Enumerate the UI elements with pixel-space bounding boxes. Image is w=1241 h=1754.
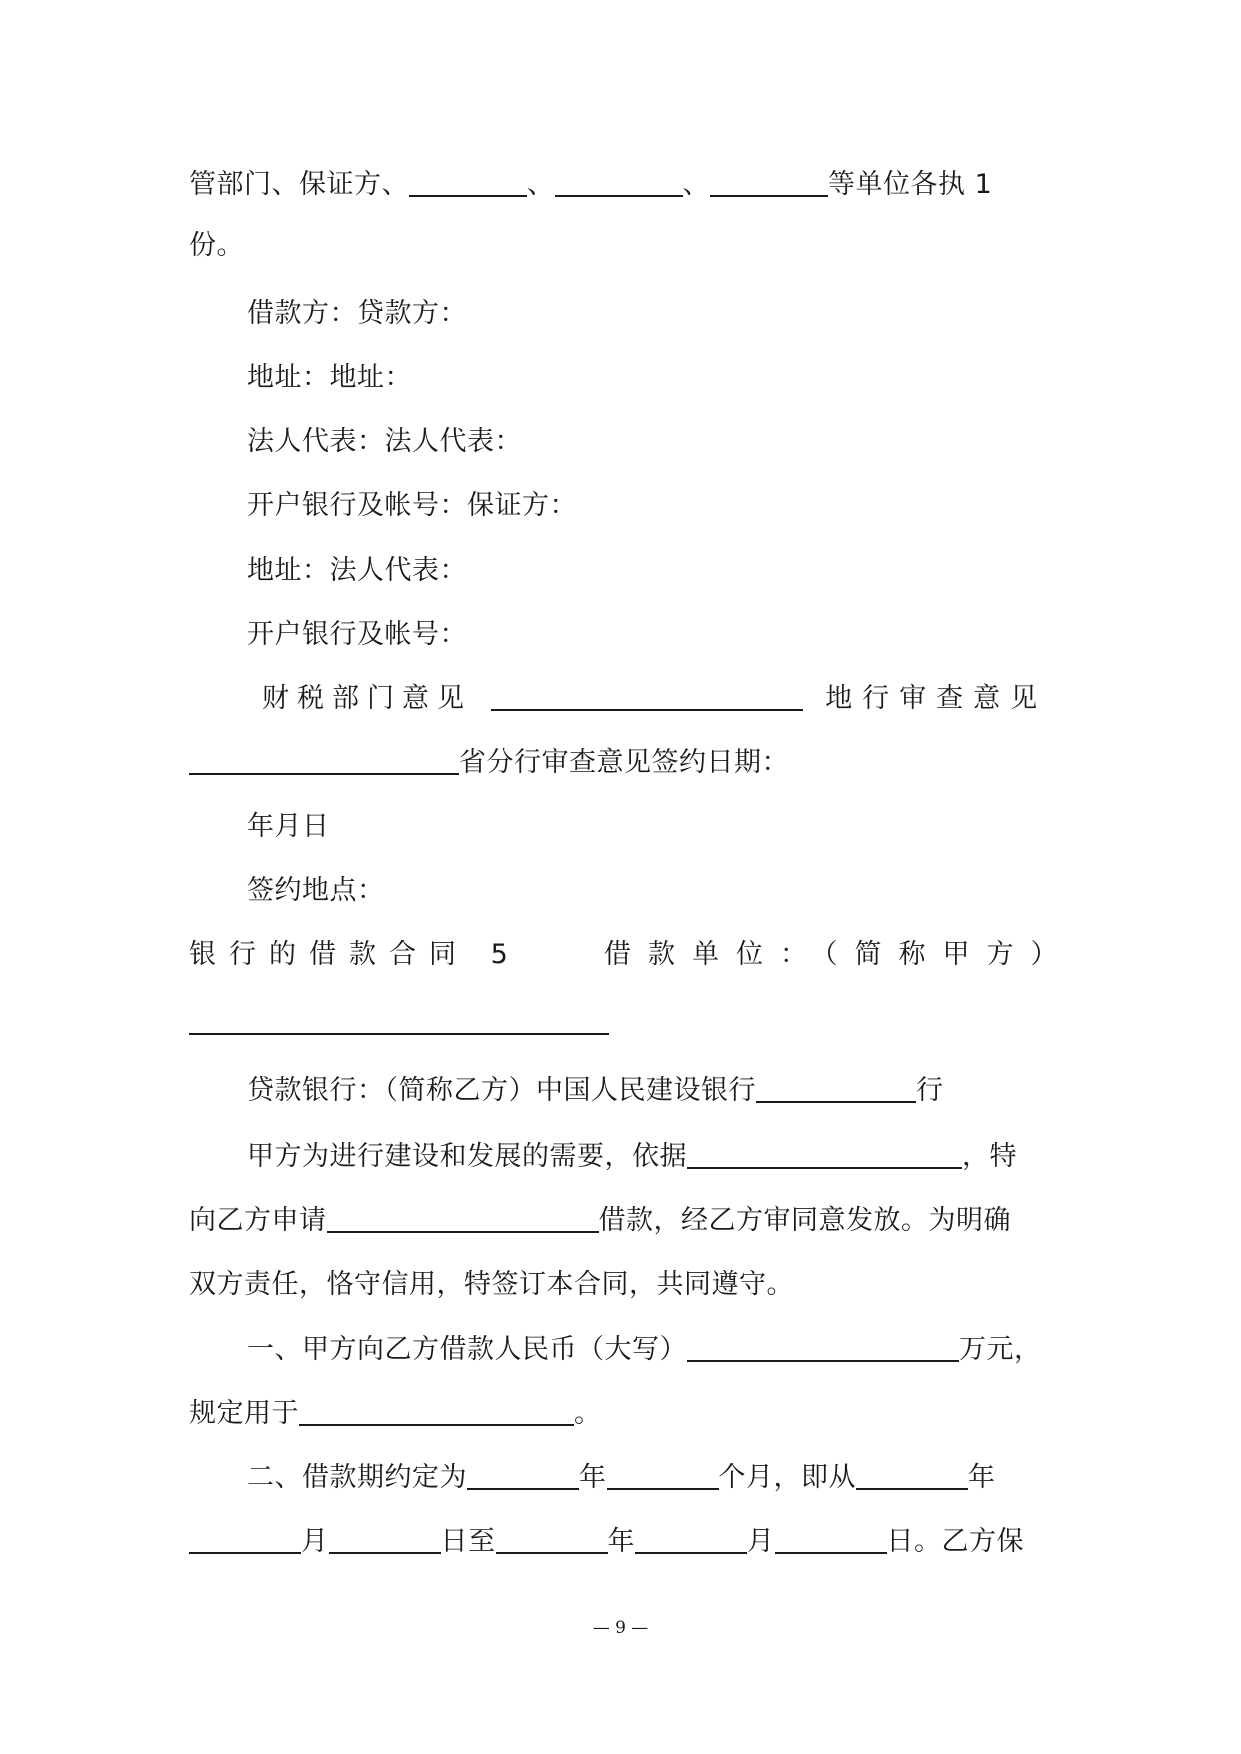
text-segment: 。 xyxy=(574,1398,602,1429)
text-line: 年月日 xyxy=(247,811,330,842)
text-segment: 年 xyxy=(607,1526,635,1557)
blank-field xyxy=(775,1522,887,1554)
text-line: 双方责任，恪守信用，特签订本合同，共同遵守。 xyxy=(189,1269,794,1300)
text-line xyxy=(247,1071,944,1111)
text-segment: 甲方为进行建设和发展的需要，依据 xyxy=(247,1141,687,1172)
blank-field xyxy=(467,1458,579,1490)
contract-title: 银行的借款合同 5 xyxy=(189,939,521,970)
text-line xyxy=(189,935,521,975)
text-segment: 日。乙方保 xyxy=(886,1526,1024,1557)
text-line xyxy=(247,1458,996,1498)
text-segment: 省分行审查意见签约日期： xyxy=(459,747,789,778)
text-segment: 年 xyxy=(968,1462,996,1493)
text-line: 地址：地址： xyxy=(247,362,412,393)
text-segment: 等单位各执 1 xyxy=(828,169,993,200)
text-segment: 、 xyxy=(682,169,710,200)
blank-field xyxy=(189,1003,609,1035)
text-line xyxy=(189,165,992,205)
blank-field xyxy=(189,1522,301,1554)
text-line: 借款单位：（简称甲方） xyxy=(604,939,1075,970)
blank-field xyxy=(687,1137,962,1169)
blank-field xyxy=(687,1330,959,1362)
text-line xyxy=(247,1137,1017,1177)
text-line: 法人代表：法人代表： xyxy=(247,426,522,457)
blank-field xyxy=(607,1458,719,1490)
text-segment: 行 xyxy=(916,1075,944,1106)
text-segment: 一、甲方向乙方借款人民币（大写） xyxy=(247,1334,687,1365)
text-line: 份。 xyxy=(189,230,244,261)
text-segment: 二、借款期约定为 xyxy=(247,1462,467,1493)
text-line xyxy=(189,1003,609,1043)
text-segment: 万元， xyxy=(959,1334,1042,1365)
text-segment: ，特 xyxy=(962,1141,1017,1172)
blank-field xyxy=(299,1394,574,1426)
text-segment: 年 xyxy=(579,1462,607,1493)
text-segment: 规定用于 xyxy=(189,1398,299,1429)
text-segment: 管部门、保证方、 xyxy=(189,169,409,200)
blank-field xyxy=(327,1201,599,1233)
text-segment: 财税部门意见 xyxy=(262,683,472,714)
blank-field xyxy=(189,743,459,775)
blank-field xyxy=(496,1522,608,1554)
text-line xyxy=(189,1394,602,1434)
text-segment: 贷款银行：（简称乙方）中国人民建设银行 xyxy=(247,1075,756,1106)
text-line: 借款方：贷款方： xyxy=(247,298,467,329)
text-segment: 月 xyxy=(301,1526,329,1557)
text-segment: 、 xyxy=(527,169,555,200)
blank-field xyxy=(491,679,803,711)
blank-field xyxy=(555,165,683,197)
blank-field xyxy=(329,1522,441,1554)
text-segment: 向乙方申请 xyxy=(189,1205,327,1236)
text-segment: 个月，即从 xyxy=(718,1462,856,1493)
blank-field xyxy=(409,165,527,197)
text-segment: 日至 xyxy=(440,1526,496,1557)
text-segment: 月 xyxy=(747,1526,775,1557)
text-line: 开户银行及帐号：保证方： xyxy=(247,490,577,521)
text-line: 开户银行及帐号： xyxy=(247,619,467,650)
text-line: 签约地点： xyxy=(247,875,385,906)
page-number: — 9 — xyxy=(592,1618,649,1638)
text-line: 地址：法人代表： xyxy=(247,555,467,586)
blank-field xyxy=(635,1522,747,1554)
blank-field xyxy=(710,165,828,197)
text-segment: 地行审查意见 xyxy=(825,683,1048,714)
text-line xyxy=(189,1201,1011,1241)
blank-field xyxy=(856,1458,968,1490)
blank-field xyxy=(756,1071,916,1103)
text-line xyxy=(247,1330,1042,1370)
text-segment: 借款，经乙方审同意发放。为明确 xyxy=(598,1205,1011,1236)
text-line xyxy=(189,1522,1024,1562)
text-line xyxy=(189,743,789,783)
text-line xyxy=(262,679,1047,719)
